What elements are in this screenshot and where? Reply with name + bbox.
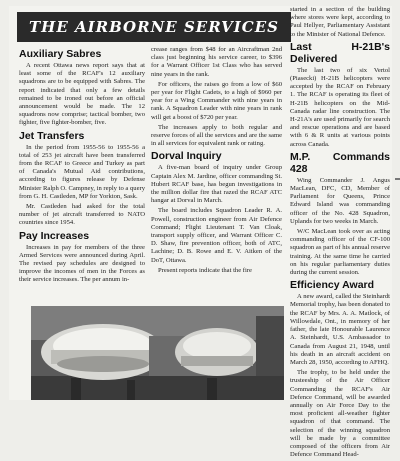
paragraph: In the period from 1955-56 to 1955-56 a total of 253 jet aircraft have been transferred from the RCAF to Greece and Turkey as part of Canada's Mutual Aid contributions, according to figures release by Defense Minister Ralph O. Campney, in reply to a query from G. H. Castleden, MP for Yorkton, Sask.	[19, 143, 145, 200]
heading-efficiency-award: Efficiency Award	[290, 279, 375, 292]
paragraph: The last two of six Vertol (Piasecki) H-21B helicopters were accepted by the RCAF on February 1. The RCAF is operating its fleet of H-21B helicopters on the Mid-Canada radar line construction. The H-21A's are used primarily for search and rescue operations and are based with 6 & R units at various points across Canada.	[290, 66, 390, 148]
paragraph: The board includes Squadron Leader R. A. Powell, construction engineer from Air Defence Command; Flight Lieutenant T. Van Cloak, transport supply officer, and Warrant Officer C. D. Shaw, fire prevention officer, both of ATC, Lachine; D. B. Rowe and E. V. Aitken of the DoT, Ottawa.	[151, 207, 282, 264]
paragraph: A five-man board of inquiry under Group Captain Alex M. Jardine, officer commanding St. Hubert RCAF base, has begun investigations in the million dollar fire that razed the RCAF ATC hangar at Dorval in March.	[151, 164, 282, 205]
paragraph: The increases apply to both regular and reserve forces of all the services and are the same in all services for equivalent rank or rating.	[151, 123, 282, 148]
paragraph: Mr. Castleden had asked for the total number of jet aircraft transferred to NATO countries since 1954.	[19, 203, 145, 227]
paragraph: W/C MacLean took over as acting commanding officer of the CF-100 squadron as part of his annual reserve training. At the same time he carried on his regular parliamentary duties during the current session.	[290, 228, 390, 277]
margin-mark	[395, 178, 400, 180]
paragraph: crease ranges from $48 for an Aircraftman 2nd class just beginning his service career, to $396 for a Warrant Officer 1st Class who has served nine years in the rank.	[151, 46, 282, 78]
paragraph: The trophy, to be held under the trusteeship of the Air Officer Commanding the RCAF's Air Defence Command, will be awarded annually on Air Force Day to the most proficient all-weather fighter squadron of that command. The selection of the winning squadron will be made by a committee composed of the officers from Air Defence Command Head-	[290, 369, 390, 459]
paragraph: Present reports indicate that the fire	[158, 266, 252, 274]
column-1	[19, 46, 145, 287]
heading-mp-commands: M.P. Commands 428	[290, 150, 390, 175]
magazine-page	[9, 6, 392, 459]
heading-dorval-inquiry: Dorval Inquiry	[151, 150, 222, 163]
heading-pay-increases: Pay Increases	[19, 229, 90, 242]
heading-jet-transfers: Jet Transfers	[19, 129, 85, 142]
paragraph: For officers, the raises go from a low of $60 per year for Flight Cadets, to a high of $960 per year for a Wing Commander with nine years in rank. A Squadron Leader with nine years in rank will get a boost of $720 per year.	[151, 80, 282, 121]
column-3	[290, 6, 390, 461]
column-2	[151, 46, 282, 277]
paragraph: Increases in pay for members of the three Armed Services were announced during April. The revised pay schedules are designed to improve the incomes of men in the Forces as their service increases. The per annum in-	[19, 243, 145, 284]
aircraft-photo-graphic	[31, 306, 284, 400]
aircraft-photo	[31, 306, 284, 400]
paragraph: Wing Commander J. Angus MacLean, DFC, CD, Member of Parliament for Queens, Prince Edward Island was commanding officer of the No. 428 Squadron, Uplands for two weeks in March.	[290, 176, 390, 225]
paragraph: A recent Ottawa news report says that at least some of the RCAF's 12 auxiliary squadrons are to be equipped with Sabres. The report indicated that only a few details remained to be ironed out before an official announcement would be made. The 12 squadrons now comprise; tactical bomber, two fighter, five fighter-bomber, five.	[19, 62, 145, 127]
heading-auxiliary-sabres: Auxiliary Sabres	[19, 48, 102, 60]
paragraph: A new award, called the Steinhardt Memorial trophy, has been donated to the RCAF by Mrs. A. A. Matlock, of Willowdale, Ont., in memory of her father, the late Honourable Laurence A. Steinhardt, U.S. Ambassador to Canada from August 21, 1948, until his death in an aircraft accident on March 28, 1950, according to AFHQ.	[290, 293, 390, 366]
heading-last-h21b: Last H-21B's Delivered	[290, 40, 390, 65]
section-banner: THE AIRBORNE SERVICES	[17, 12, 291, 42]
paragraph: started in a section of the building where stores were kept, according to Paul Hellyer, Parliamentary Assistant to the Minister of National Defence.	[290, 6, 390, 38]
